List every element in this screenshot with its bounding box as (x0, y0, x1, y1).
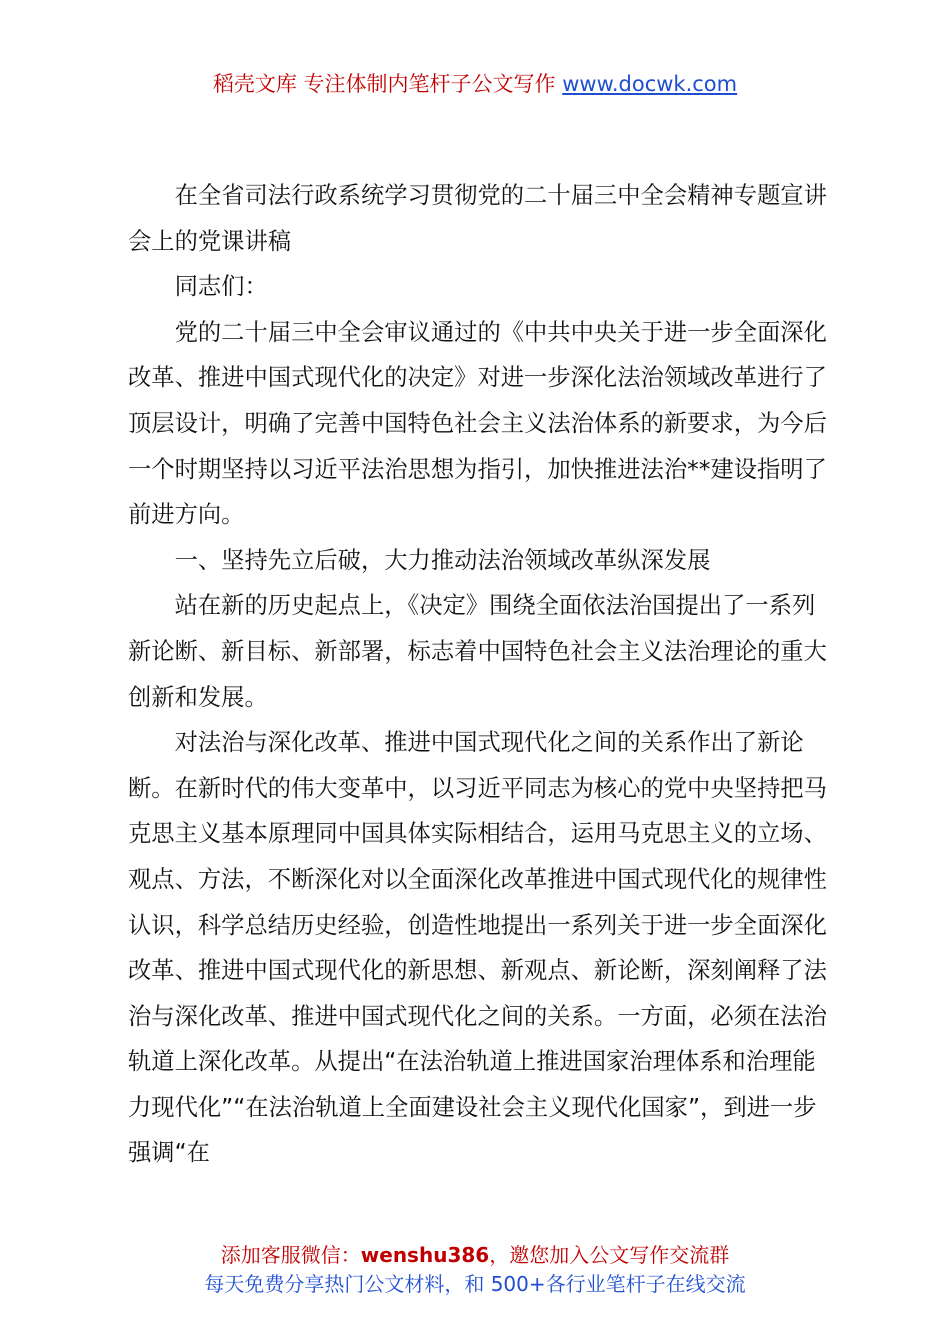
footer-promo-line: 每天免费分享热门公文材料，和 500+各行业笔杆子在线交流 (204, 1272, 746, 1296)
footer-suffix: ，邀您加入公文写作交流群 (489, 1243, 730, 1267)
header-brand: 稻壳文库 专注体制内笔杆子公文写作 (212, 72, 556, 96)
document-body (128, 173, 828, 1176)
page-header (0, 68, 950, 98)
paragraph: 对法治与深化改革、推进中国式现代化之间的关系作出了新论断。在新时代的伟大变革中，以习近平同志为核心的党中央坚持把马克思主义基本原理同中国具体实际相结合，运用马克思主义的立场、观点、方法，不断深化对以全面深化改革推进中国式现代化的规律性认识，科学总结历史经验，创造性地提出一系列关于进一步全面深化改革、推进中国式现代化的新思想、新观点、新论断，深刻阐释了法治与深化改革、推进中国式现代化之间的关系。一方面，必须在法治轨道上深化改革。从提出“在法治轨道上推进国家治理体系和治理能力现代化”“在法治轨道上全面建设社会主义现代化国家”，到进一步强调“在 (128, 729, 827, 1167)
document-title: 在全省司法行政系统学习贯彻党的二十届三中全会精神专题宣讲会上的党课讲稿 (128, 182, 827, 255)
salutation: 同志们： (174, 273, 268, 301)
footer-prefix: 添加客服微信： (220, 1243, 361, 1267)
section-heading: 一、坚持先立后破，大力推动法治领域改革纵深发展 (174, 546, 711, 574)
paragraph: 站在新的历史起点上，《决定》围绕全面依法治国提出了一系列新论断、新目标、新部署，标志着中国特色社会主义法治理论的重大创新和发展。 (128, 592, 827, 711)
paragraph: 党的二十届三中全会审议通过的《中共中央关于进一步全面深化改革、推进中国式现代化的决定》对进一步深化法治领域改革进行了顶层设计，明确了完善中国特色社会主义法治体系的新要求，为今后一个时期坚持以习近平法治思想为指引，加快推进法治**建设指明了前进方向。 (128, 318, 827, 529)
header-url-link[interactable]: www.docwk.com (562, 72, 738, 96)
page-footer (0, 1241, 950, 1299)
footer-contact-line (0, 1241, 950, 1270)
wechat-id: wenshu386 (360, 1243, 490, 1267)
